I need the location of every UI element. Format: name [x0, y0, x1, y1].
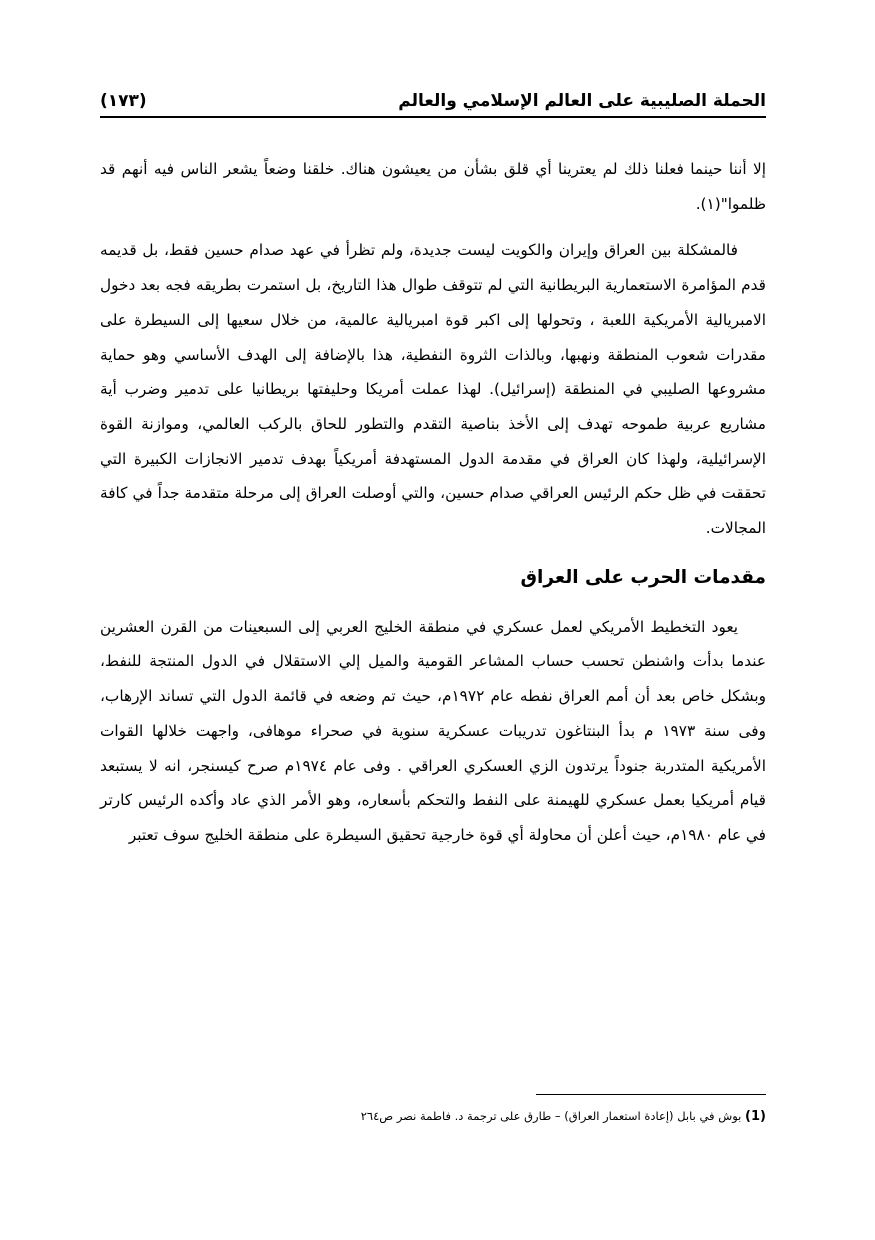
footnote-text: بوش في بابل (إعادة استعمار العراق) – طارق على ترجمة د. فاطمة نصر ص٢٦٤ — [360, 1109, 742, 1123]
section-heading: مقدمات الحرب على العراق — [520, 566, 766, 588]
page-number: (١٧٣) — [100, 91, 147, 111]
paragraph-war-planning: يعود التخطيط الأمريكي لعمل عسكري في منطقة الخليج العربي إلى السبعينات من القرن العشرين عندما بدأت واشنطن تحسب حساب المشاعر القومية والميل إلي الاستقلال في الدول المنتجة للنفط، وبشكل خاص بعد أن أمم العراق نفطه عام ١٩٧٢م، حيث تم وضعه في قائمة الدول التي تساند الإرهاب، وفى سنة ١٩٧٣ م بدأ البنتاغون تدريبات عسكرية سنوية في صحراء موهافى، واجهت خلالها القوات الأمريكية المتدربة جنوداً يرتدون الزي العسكري العراقي . وفى عام ١٩٧٤م صرح كيسنجر، انه لا يستبعد قيام أمريكيا بعمل عسكري للهيمنة على النفط والتحكم بأسعاره، وهو الأمر الذي عاد وأكده الرئيس كارتر في عام ١٩٨٠م، حيث أعلن أن محاولة أي قوة خارجية تحقيق السيطرة على منطقة الخليج سوف تعتبر — [100, 617, 767, 844]
footnote-marker: (1) — [745, 1109, 766, 1124]
running-header — [100, 82, 766, 118]
document-page — [100, 82, 766, 1182]
header-title: الحملة الصليبية على العالم الإسلامي والعالم — [398, 91, 766, 111]
body-text — [100, 152, 766, 853]
paragraph-continuation: إلا أننا حينما فعلنا ذلك لم يعترينا أي قلق بشأن من يعيشون هناك. خلقنا وضعاً يشعر الناس فيه أنهم قد ظلموا"(١). — [100, 160, 766, 213]
paragraph-iraq-problem: فالمشكلة بين العراق وإيران والكويت ليست جديدة، ولم تظرأ في عهد صدام حسين فقط، بل قديمه قدم المؤامرة الاستعمارية البريطانية التي لم تتوقف طوال هذا التاريخ، بل استمرت بطريقه فجه بعد دخول الامبريالية الأمريكية اللعبة ، وتحولها إلى اكبر قوة امبريالية عالمية، من خلال سعيها إلى السيطرة على مقدرات شعوب المنطقة ونهبها، وبالذات الثروة النفطية، هذا بالإضافة إلى الهدف الأساسي وهو حماية مشروعها الصليبي في المنطقة (إسرائيل). لهذا عملت أمريكا وحليفتها بريطانيا على تدمير وضرب أية مشاريع عربية طموحه تهدف إلى الأخذ بناصية التقدم والتطور للحاق بالركب العالمي، وموازنة القوة الإسرائيلية، ولهذا كان العراق في مقدمة الدول المستهدفة أمريكياً بهدف تدمير الانجازات الكبيرة التي تحققت في ظل حكم الرئيس العراقي صدام حسين، والتي أوصلت العراق إلى مرحلة متقدمة جداً في كافة المجالات. — [100, 241, 766, 538]
footnote-divider — [536, 1094, 766, 1095]
footnote — [100, 1106, 766, 1127]
